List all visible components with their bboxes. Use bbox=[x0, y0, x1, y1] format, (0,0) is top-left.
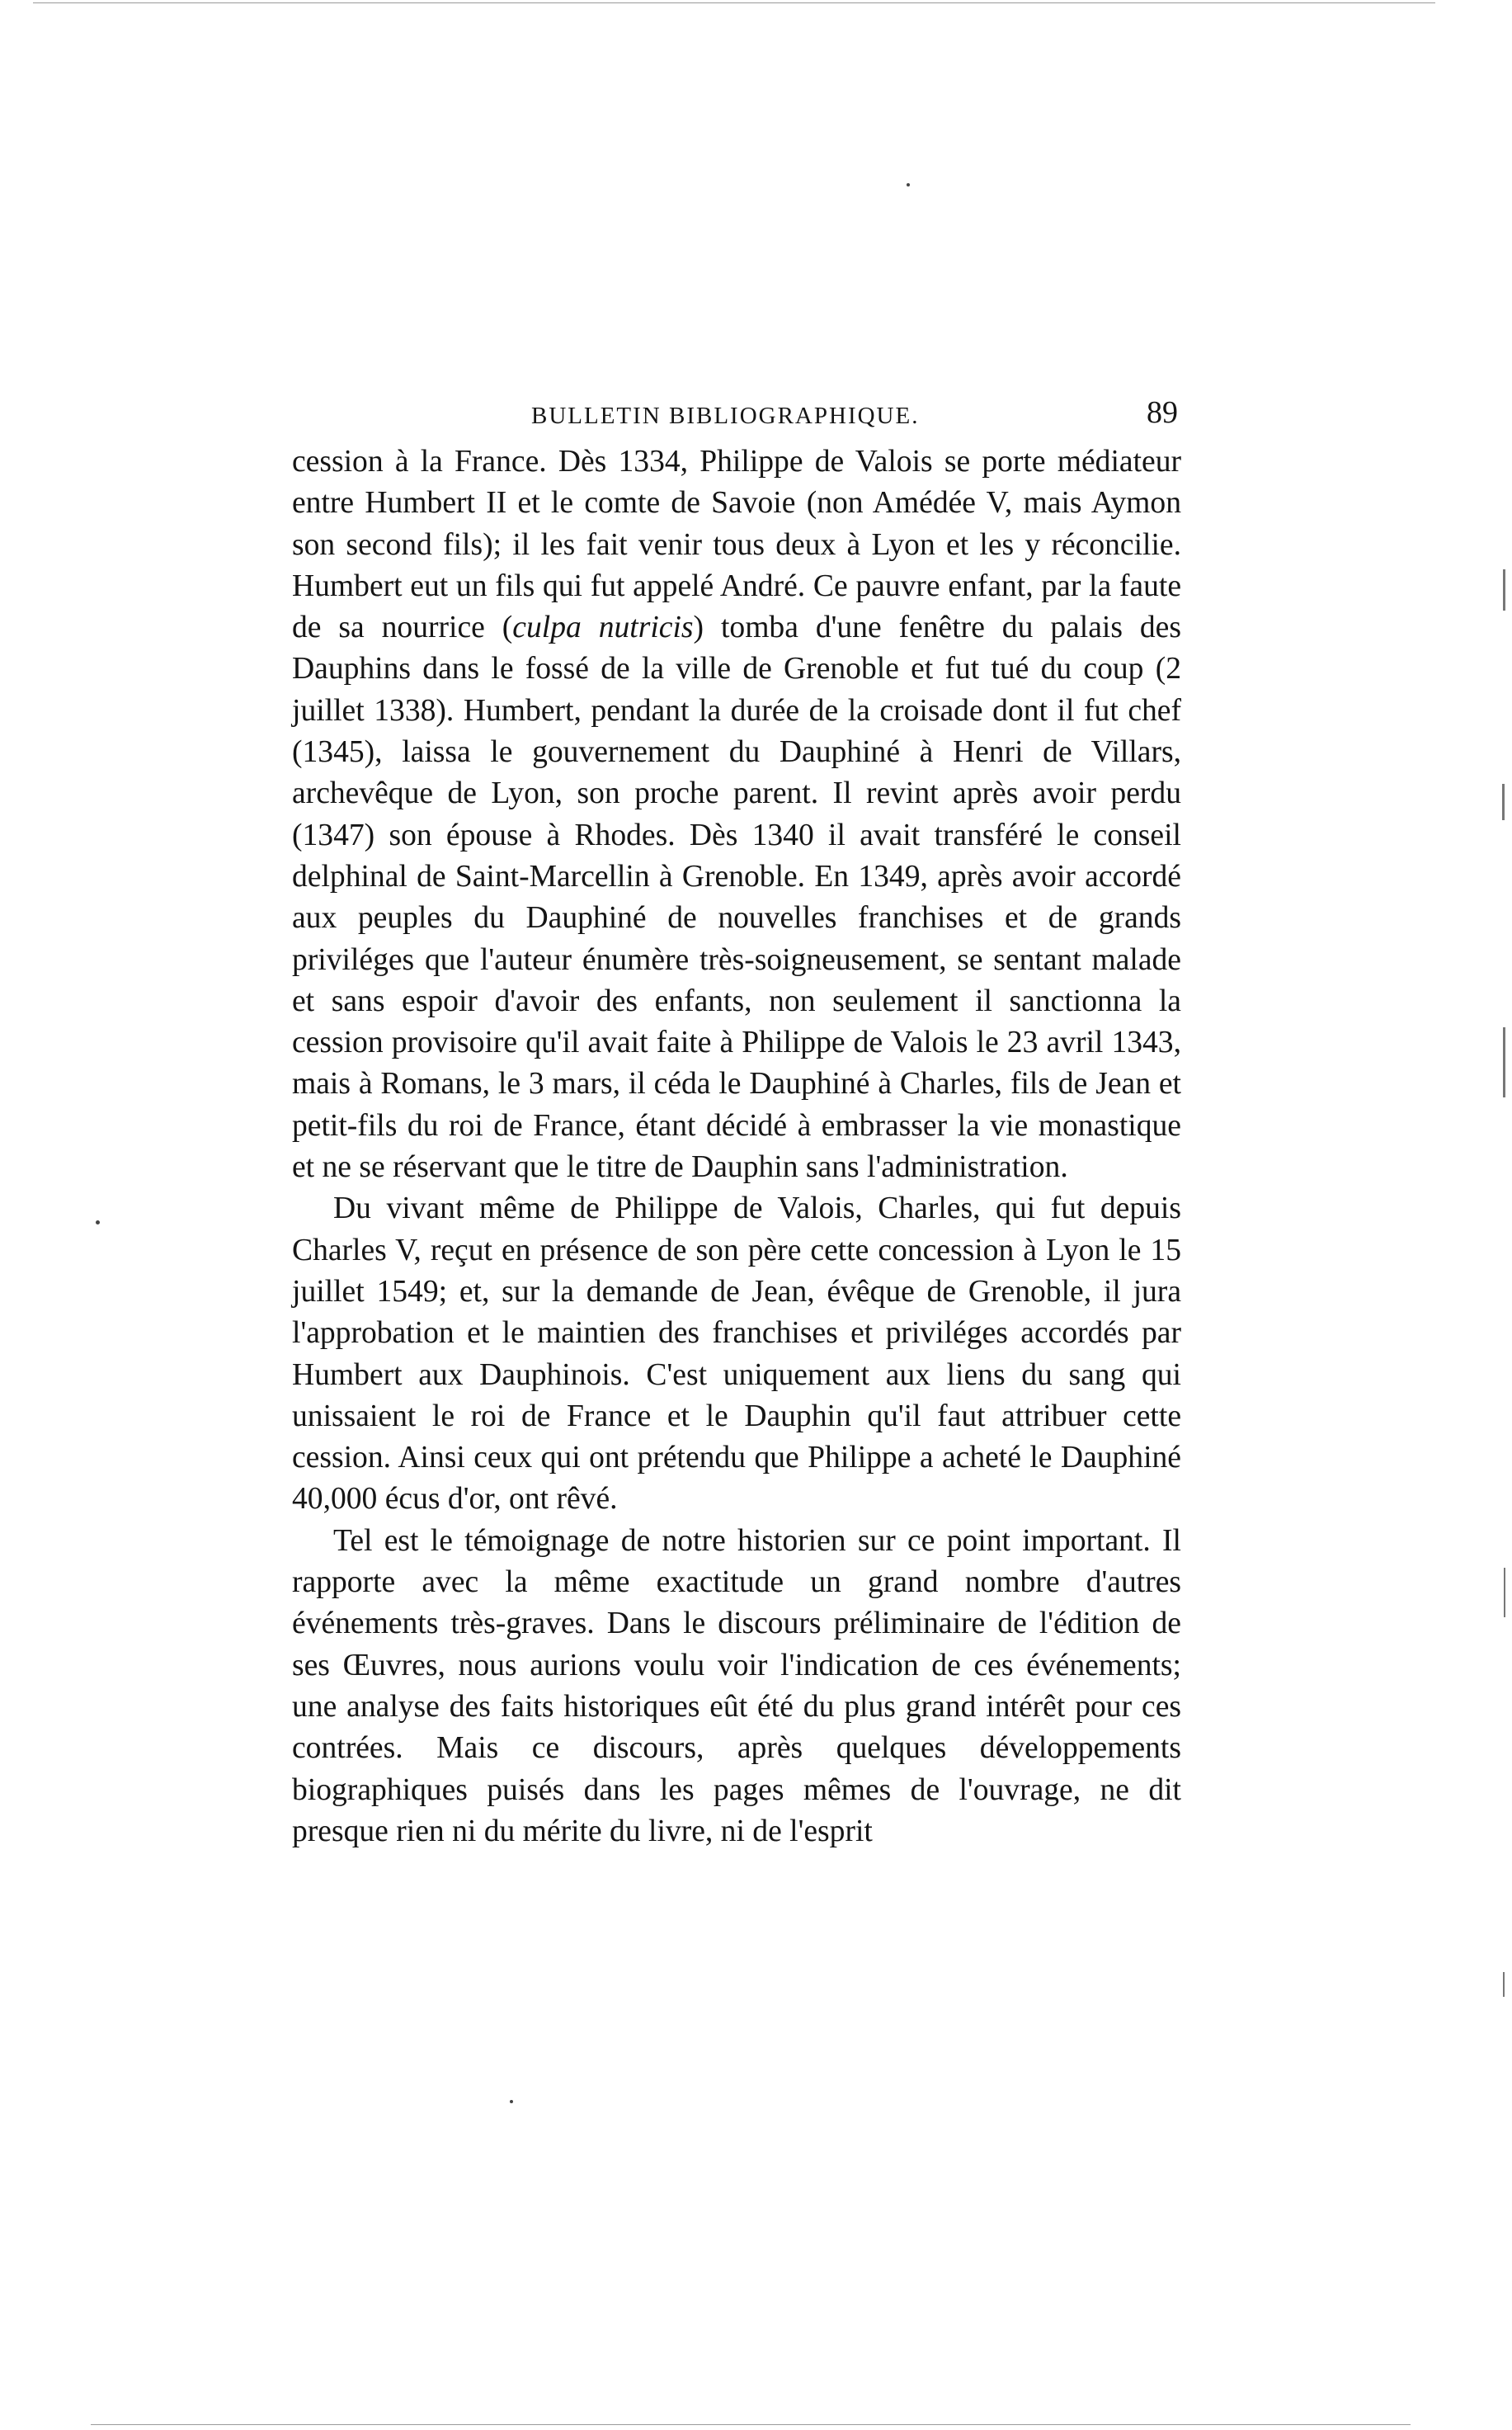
paragraph: Du vivant même de Philippe de Valois, Charles, qui fut depuis Charles V, reçut en présence de son père cette concession à Lyon le 15 juillet 1549; et, sur la demande de Jean, évêque de Grenoble, il jura l'approbation et le maintien des franchises et priviléges accordés par Humbert aux Dauphinois. C'est uniquement aux liens du sang qui unissaient le roi de France et le Dauphin qu'il faut attribuer cette cession. Ainsi ceux qui ont prétendu que Philippe a acheté le Dauphiné 40,000 écus d'or, ont rêvé. bbox=[292, 1191, 1181, 1517]
paragraph: Tel est le témoignage de notre historien sur ce point important. Il rapporte avec la même exactitude un grand nombre d'autres événements très-graves. Dans le discours préliminaire de l'édition de ses Œuvres, nous aurions voulu voir l'indication de ces événements; une analyse des faits historiques eût été du plus grand intérêt pour ces contrées. Mais ce discours, après quelques développements biographiques puisés dans les pages mêmes de l'ouvrage, ne dit presque rien ni du mérite du livre, ni de l'esprit bbox=[292, 1523, 1181, 1848]
body-text bbox=[292, 441, 1181, 1852]
right-edge-mark bbox=[1504, 1568, 1505, 1617]
scan-speck bbox=[96, 1220, 100, 1224]
running-title: BULLETIN BIBLIOGRAPHIQUE. bbox=[531, 403, 920, 429]
scan-edge-bottom bbox=[91, 2424, 1411, 2425]
paragraph-text: cession à la France. Dès 1334, Philippe de Valois se porte médiateur entre Humbert II et le comte de Savoie (non Amédée V, mais Aymon son second fils); il les fait venir tous deux à Lyon et les y réconcilie. Humbert eut un fils qui fut appelé André. Ce pauvre enfant, par la faute de sa nourrice ( bbox=[292, 445, 1181, 645]
page-number: 89 bbox=[1147, 395, 1178, 430]
scan-speck bbox=[510, 2100, 513, 2103]
scan-speck bbox=[907, 183, 910, 186]
paragraph-text: ) tomba d'une fenêtre du palais des Dauphins dans le fossé de la ville de Grenoble et fut tué du coup (2 juillet 1338). Humbert, pendant la durée de la croisade dont il fut chef (1345), laissa le gouvernement du Dauphiné à Henri de Villars, archevêque de Lyon, son proche parent. Il revint après avoir perdu (1347) son épouse à Rhodes. Dès 1340 il avait transféré le conseil delphinal de Saint-Marcellin à Grenoble. En 1349, après avoir accordé aux peuples du Dauphiné de nouvelles franchises et de grands priviléges que l'auteur énumère très-soigneusement, se sentant malade et sans espoir d'avoir des enfants, non seulement il sanctionna la cession provisoire qu'il avait faite à Philippe de Valois le 23 avril 1343, mais à Romans, le 3 mars, il céda le Dauphiné à Charles, fils de Jean et petit-fils du roi de France, étant décidé à embrasser la vie monastique et ne se réservant que le titre de Dauphin sans l'administration. bbox=[292, 611, 1181, 1185]
right-edge-mark bbox=[1503, 569, 1505, 611]
scan-edge-top bbox=[33, 2, 1435, 3]
latin-phrase: culpa nutricis bbox=[512, 611, 694, 645]
right-edge-mark bbox=[1503, 1972, 1505, 1997]
page-header bbox=[292, 389, 1178, 439]
right-edge-mark bbox=[1502, 784, 1505, 820]
paragraph bbox=[292, 441, 1181, 1188]
right-edge-mark bbox=[1503, 1027, 1505, 1097]
